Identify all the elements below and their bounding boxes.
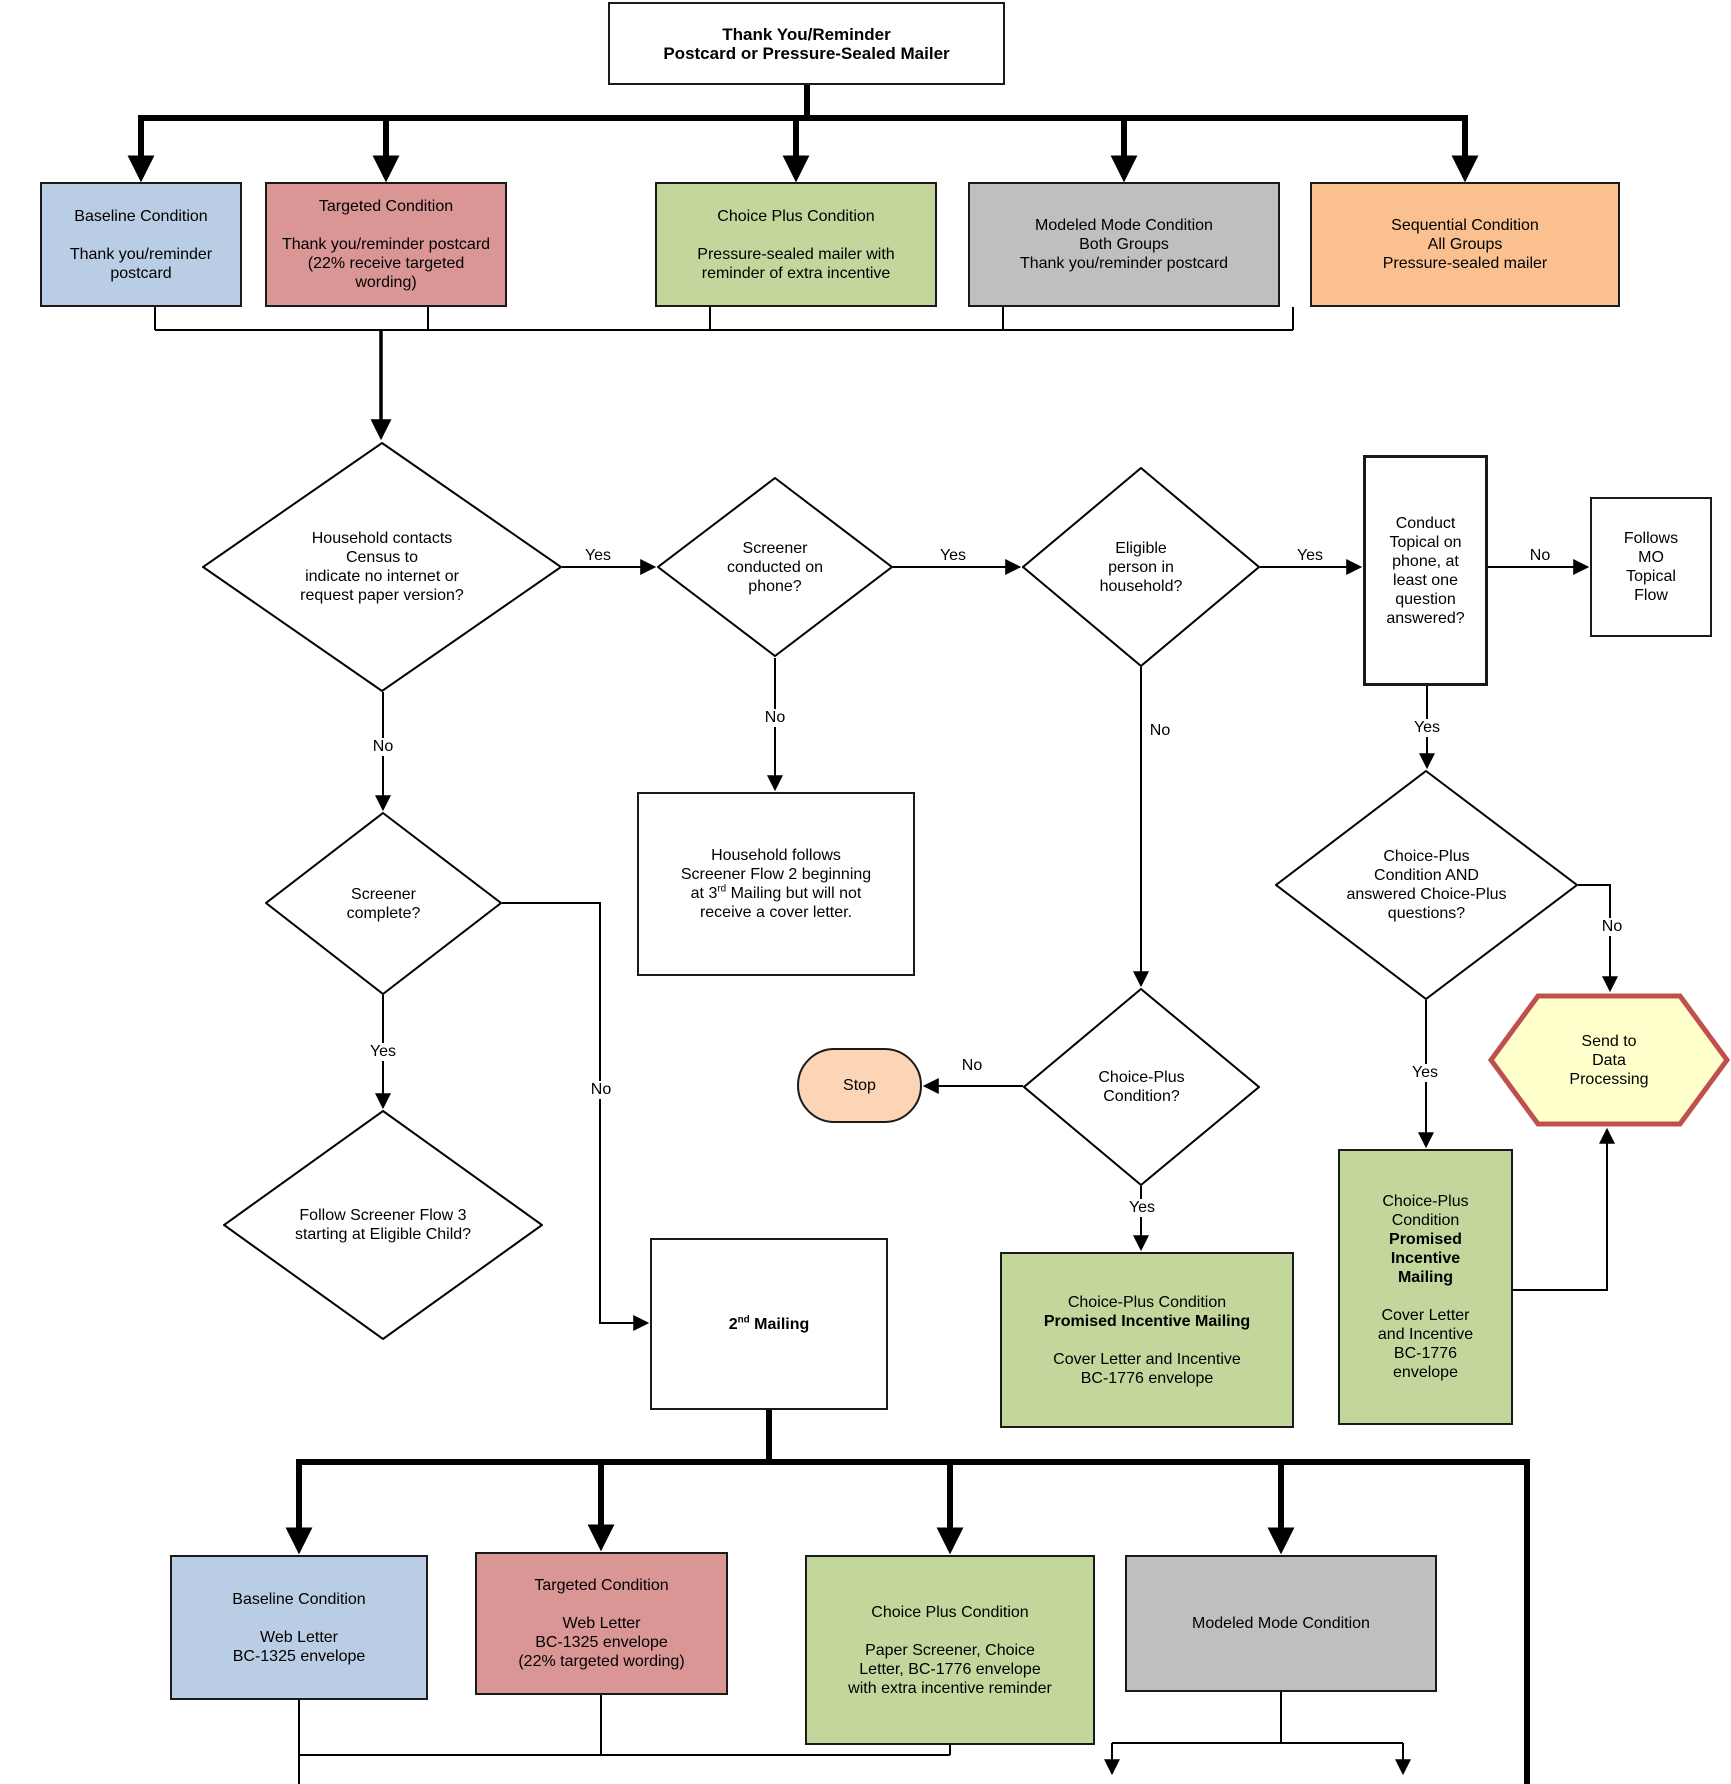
edge-label-yes-choice-plus: Yes [1126, 1199, 1158, 1217]
node-follows-mo-topical-flow: Follows MO Topical Flow [1590, 497, 1712, 637]
edge-label-yes-cp-and: Yes [1409, 1064, 1441, 1082]
node-2nd-mailing: 2nd Mailing [650, 1238, 888, 1410]
node-household-follows-screener-flow-2: Household follows Screener Flow 2 beginning at 3rd Mailing but will not receive a cover letter. [637, 792, 915, 976]
decision-eligible-person-in-household: Eligible person in household? [1022, 467, 1260, 667]
node-modeled-mode-condition-postcard: Modeled Mode Condition Both Groups Thank you/reminder postcard [968, 182, 1280, 307]
edge-label-no-topical: No [1527, 547, 1553, 565]
condition-merge-connectors [155, 307, 1293, 436]
decision-cp-condition-and-answered: Choice-Plus Condition AND answered Choice-Plus questions? [1275, 770, 1578, 1000]
top-trunk-connectors [138, 85, 1468, 177]
edge-label-no-screener-phone: No [762, 709, 788, 727]
edge-label-no-cp-and: No [1599, 918, 1625, 936]
node-thank-you-reminder-mailer: Thank You/Reminder Postcard or Pressure-Sealed Mailer [608, 2, 1005, 85]
node-stop: Stop [797, 1048, 922, 1123]
edge-label-yes-household: Yes [582, 547, 614, 565]
decision-screener-conducted-on-phone: Screener conducted on phone? [657, 477, 893, 657]
node-targeted-condition-web-letter: Targeted Condition Web Letter BC-1325 envelope (22% targeted wording) [475, 1552, 728, 1695]
edge-label-no-eligible: No [1147, 722, 1173, 740]
decision-choice-plus-condition: Choice-Plus Condition? [1023, 988, 1260, 1186]
edge-label-yes-eligible: Yes [1294, 547, 1326, 565]
node-baseline-condition-postcard: Baseline Condition Thank you/reminder postcard [40, 182, 242, 307]
node-targeted-condition-postcard: Targeted Condition Thank you/reminder postcard (22% receive targeted wording) [265, 182, 507, 307]
decision-follow-screener-flow-3: Follow Screener Flow 3 starting at Eligible Child? [223, 1110, 543, 1340]
decision-screener-complete: Screener complete? [265, 812, 502, 995]
node-choice-plus-condition-mailer: Choice Plus Condition Pressure-sealed mailer with reminder of extra incentive [655, 182, 937, 307]
edge-label-yes-topical: Yes [1411, 719, 1443, 737]
node-send-to-data-processing: Send to Data Processing [1488, 993, 1730, 1127]
node-sequential-condition-mailer: Sequential Condition All Groups Pressure-sealed mailer [1310, 182, 1620, 307]
edge-label-no-choice-plus: No [959, 1057, 985, 1075]
decision-household-contacts-census: Household contacts Census to indicate no internet or request paper version? [202, 442, 562, 692]
edge-label-no-screener-complete: No [588, 1081, 614, 1099]
node-modeled-mode-condition-2: Modeled Mode Condition [1125, 1555, 1437, 1692]
node-cp-promised-incentive-mailing-wide: Choice-Plus Condition Promised Incentive Mailing Cover Letter and Incentive BC-1776 envelope [1000, 1252, 1294, 1428]
node-cp-promised-incentive-mailing-tall: Choice-Plus Condition Promised Incentive Mailing Cover Letter and Incentive BC-1776 envelope [1338, 1149, 1513, 1425]
node-conduct-topical-on-phone: Conduct Topical on phone, at least one question answered? [1363, 455, 1488, 686]
edge-label-no-household: No [370, 738, 396, 756]
edge-label-yes-screener-phone: Yes [937, 547, 969, 565]
edge-label-yes-screener-complete: Yes [367, 1043, 399, 1061]
node-baseline-condition-web-letter: Baseline Condition Web Letter BC-1325 envelope [170, 1555, 428, 1700]
node-choice-plus-condition-paper-screener: Choice Plus Condition Paper Screener, Choice Letter, BC-1776 envelope with extra incentive reminder [805, 1555, 1095, 1745]
